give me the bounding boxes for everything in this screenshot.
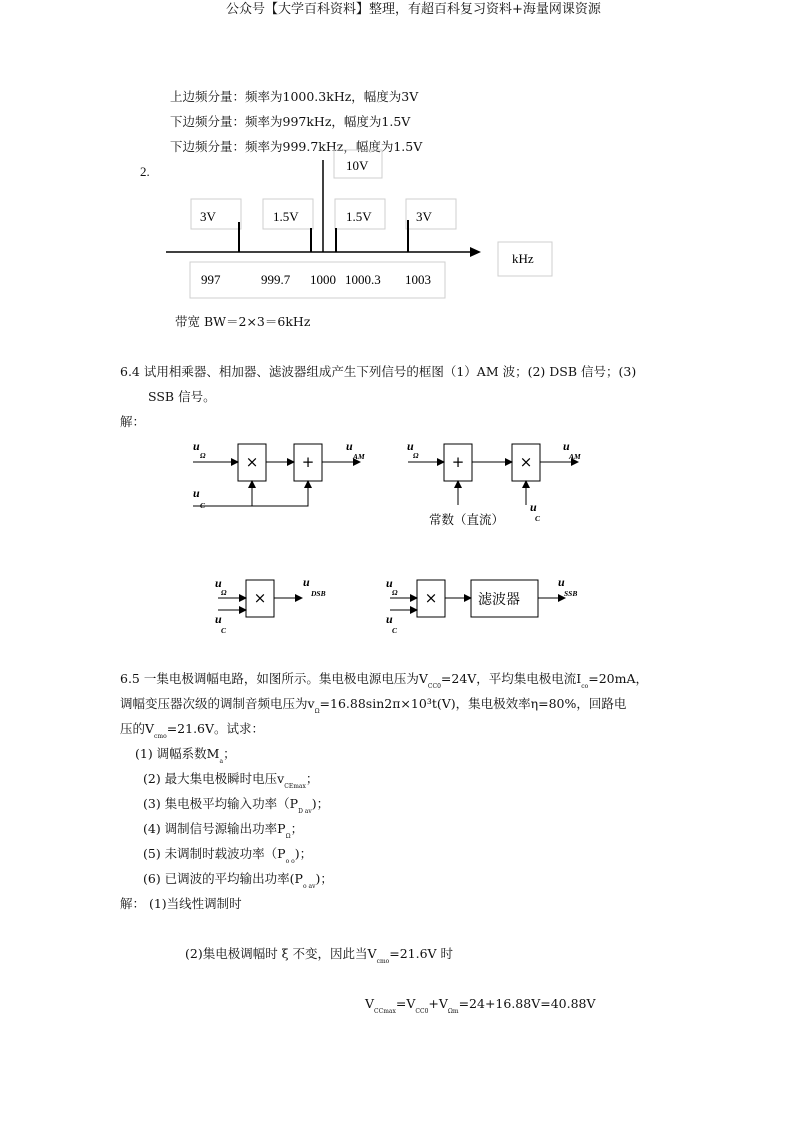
am2-u-am: u: [563, 439, 570, 453]
q64-line2: SSB 信号。: [148, 389, 216, 404]
unit-label: kHz: [512, 251, 534, 266]
dsb-u-c: u: [215, 612, 222, 626]
bandwidth-text: 带宽 BW＝2×3＝6kHz: [175, 314, 311, 329]
amp-label-3: 1.5V: [346, 209, 372, 224]
am2-u-omega: u: [407, 439, 414, 453]
q65-item-6: (6) 已调波的平均输出功率$(P_{o av})$；: [143, 871, 333, 890]
am1-mult-symbol: ×: [245, 453, 259, 471]
q65-item-4: (4) 调制信号源输出功率$P_\Omega$；: [143, 821, 304, 840]
carrier-amp-label: 10V: [346, 158, 369, 173]
am1-omega-sub: Ω: [200, 451, 206, 460]
upper-sideband-text: 上边频分量：频率为1000.3kHz，幅度为3V: [170, 89, 419, 104]
dsb-c-sub: C: [221, 626, 227, 635]
am-diagram-1: [193, 444, 360, 506]
amp-label-2: 1.5V: [273, 209, 299, 224]
dsb-omega-sub: Ω: [221, 588, 227, 597]
dsb-u-omega: u: [215, 576, 222, 590]
q64-answer: 解：: [120, 414, 146, 429]
item-number: 2.: [140, 164, 150, 179]
am1-add-symbol: +: [301, 453, 315, 471]
q65-line2: 调幅变压器次级的调制音频电压为$v_\Omega=16.88\sin 2\pi\times 10^3t(V)$，集电极效率η=80%，回路电: [120, 696, 627, 715]
am1-u-c: u: [193, 486, 200, 500]
freq-label-997: 997: [201, 272, 221, 287]
amp-label-1: 3V: [200, 209, 216, 224]
q65-solution-1: 解： (1)当线性调制时: [120, 896, 242, 911]
q65-item-1: (1) 调幅系数$M_a$；: [135, 746, 236, 765]
am2-u-c: u: [530, 500, 537, 514]
am2-am-sub: AM: [569, 452, 581, 461]
freq-label-1003: 1003: [405, 272, 431, 287]
ssb-mult-symbol: ×: [424, 589, 438, 607]
ssb-u-out: u: [558, 575, 565, 589]
dsb-mult-symbol: ×: [253, 589, 267, 607]
q65-solution-2: (2)集电极调幅时 ξ 不变，因此当$V_{cmo}=21.6V$ 时: [185, 946, 454, 965]
dsb-out-sub: DSB: [311, 589, 326, 598]
q64-line1: 6.4 试用相乘器、相加器、滤波器组成产生下列信号的框图（1）AM 波；(2) DSB 信号；(3): [120, 364, 637, 379]
ssb-u-c: u: [386, 612, 393, 626]
ssb-c-sub: C: [392, 626, 398, 635]
q65-line1: 6.5 一集电极调幅电路，如图所示。集电极电源电压为$V_{CC0}=24V$，平均集电极电流$I_{co}=20mA$，: [120, 671, 648, 690]
q65-equation: $V_{CCmax}=V_{CC0}+V_{\Omega m}=24+16.88V=40.88V$: [365, 996, 596, 1015]
am2-omega-sub: Ω: [413, 451, 419, 460]
am-diagram-2: [408, 444, 578, 505]
q65-item-2: (2) 最大集电极瞬时电压$v_{CEmax}$；: [143, 771, 319, 790]
freq-label-1000: 1000: [310, 272, 336, 287]
q65-item-5: (5) 未调制时载波功率$(P_{o o})$；: [143, 846, 313, 865]
ssb-u-omega: u: [386, 576, 393, 590]
am2-add-symbol: +: [451, 453, 465, 471]
q65-line3: 压的$V_{cmo}=21.6V$。试求：: [120, 721, 265, 740]
lower-sideband-text-1: 下边频分量：频率为997kHz，幅度为1.5V: [170, 114, 411, 129]
filter-label: 滤波器: [478, 592, 520, 608]
q65-item-3: (3) 集电极平均输入功率$(P_{D av})$；: [143, 796, 330, 815]
am1-c-sub: C: [200, 501, 206, 510]
dsb-u-out: u: [303, 575, 310, 589]
ssb-out-sub: SSB: [564, 589, 578, 598]
amp-label-4: 3V: [416, 209, 432, 224]
freq-label-1000-3: 1000.3: [345, 272, 381, 287]
lower-sideband-text-2: 下边频分量：频率为999.7kHz，幅度为1.5V: [170, 139, 423, 154]
dc-constant-label: 常数（直流）: [429, 512, 505, 527]
am2-c-sub: C: [535, 514, 541, 523]
ssb-omega-sub: Ω: [392, 588, 398, 597]
am1-am-sub: AM: [353, 452, 365, 461]
am2-mult-symbol: ×: [519, 453, 533, 471]
am1-u-am: u: [346, 439, 353, 453]
page-header: 公众号【大学百科资料】整理，有超百科复习资料+海量网课资源: [226, 2, 601, 17]
am1-u-omega: u: [193, 439, 200, 453]
freq-label-999-7: 999.7: [261, 272, 291, 287]
